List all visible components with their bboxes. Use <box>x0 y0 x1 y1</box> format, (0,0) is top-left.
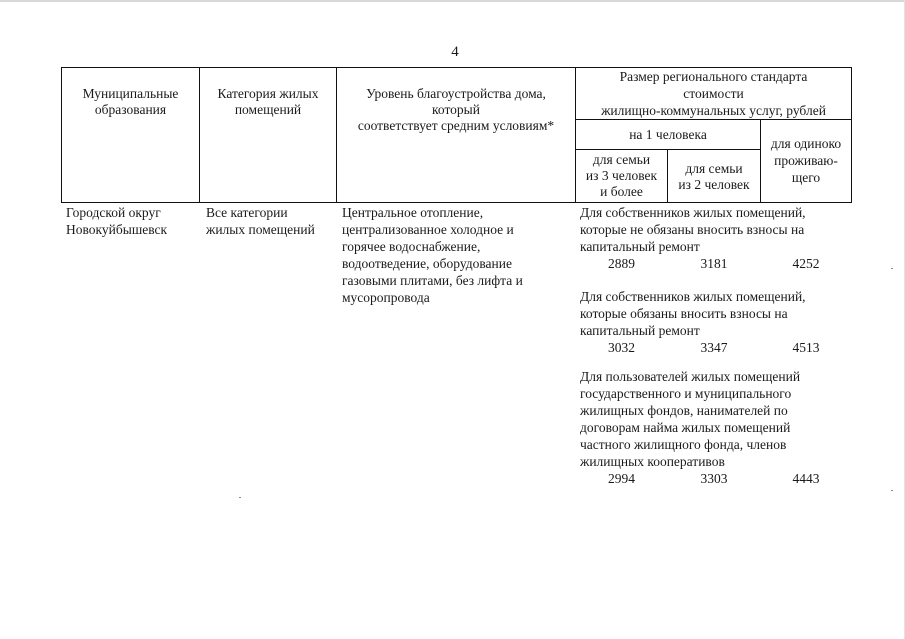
scan-speck <box>891 268 893 269</box>
row-category-line: Все категории <box>206 205 288 220</box>
header-family3-line: и более <box>600 184 643 199</box>
value-single: 4513 <box>792 340 820 355</box>
scan-top-edge <box>0 0 905 2</box>
row-level-line: водоотведение, оборудование <box>342 256 512 271</box>
header-category-line: помещений <box>234 102 302 117</box>
header-per-person: на 1 человека <box>629 127 707 142</box>
header-single-line: для одиноко <box>770 136 842 151</box>
row-level-line: мусоропровода <box>342 290 430 305</box>
value-single: 4443 <box>792 471 820 486</box>
group-text-line: капитальный ремонт <box>580 323 700 338</box>
header-level-line: Уровень благоустройства дома, <box>366 86 546 101</box>
group-text-line: Для собственников жилых помещений, <box>580 205 806 220</box>
header-single-line: проживаю- <box>774 153 838 168</box>
header-family2-line: из 2 человек <box>678 177 750 192</box>
value-family3: 2994 <box>608 471 635 486</box>
grid-line <box>851 67 852 203</box>
header-size-line: жилищно-коммунальных услуг, рублей <box>601 103 826 118</box>
row-level-line: Центральное отопление, <box>342 205 484 220</box>
header-family2-line: для семьи <box>685 161 743 176</box>
value-family3: 2889 <box>608 256 635 271</box>
scan-speck <box>891 490 893 491</box>
header-level-line: который <box>432 102 480 117</box>
value-family2: 3347 <box>700 340 728 355</box>
value-family3: 3032 <box>608 340 635 355</box>
group-text-line: жилищных фондов, нанимателей по <box>580 403 788 418</box>
header-category-line: Категория жилых <box>217 86 319 101</box>
row-category-line: жилых помещений <box>206 222 315 237</box>
value-family2: 3303 <box>700 471 728 486</box>
header-municipal-line: Муниципальные <box>82 86 179 101</box>
row-level-line: горячее водоснабжение, <box>342 239 481 254</box>
group-text-line: Для пользователей жилых помещений <box>580 369 801 384</box>
header-size-line: стоимости <box>683 86 744 101</box>
value-single: 4252 <box>792 256 820 271</box>
row-municipal-line: Городской округ <box>66 205 161 220</box>
header-single-line: щего <box>791 170 821 185</box>
group-text-line: частного жилищного фонда, членов <box>580 437 787 452</box>
value-family2: 3181 <box>700 256 728 271</box>
row-municipal-line: Новокуйбышевск <box>66 222 168 237</box>
table-top-border <box>61 67 852 68</box>
header-municipal-line: образования <box>94 102 167 117</box>
group-text-line: капитальный ремонт <box>580 239 700 254</box>
group-text-line: жилищных кооперативов <box>580 454 725 469</box>
header-bottom-border <box>61 202 852 203</box>
header-family3-line: из 3 человек <box>585 168 658 183</box>
header-size-line: Размер регионального стандарта <box>619 69 808 84</box>
header-level-line: соответствует средним условиям* <box>357 118 555 133</box>
group-text-line: договорам найма жилых помещений <box>580 420 791 435</box>
row-level-line: газовыми плитами, без лифта и <box>342 273 523 288</box>
page-number: 4 <box>451 44 459 60</box>
group-text-line: которые не обязаны вносить взносы на <box>580 222 805 237</box>
scan-speck <box>239 497 241 498</box>
row-level-line: централизованное холодное и <box>342 222 514 237</box>
header-family3-line: для семьи <box>592 152 651 167</box>
group-text-line: государственного и муниципального <box>580 386 792 401</box>
group-text-line: Для собственников жилых помещений, <box>580 289 806 304</box>
group-text-line: которые обязаны вносить взносы на <box>580 306 788 321</box>
